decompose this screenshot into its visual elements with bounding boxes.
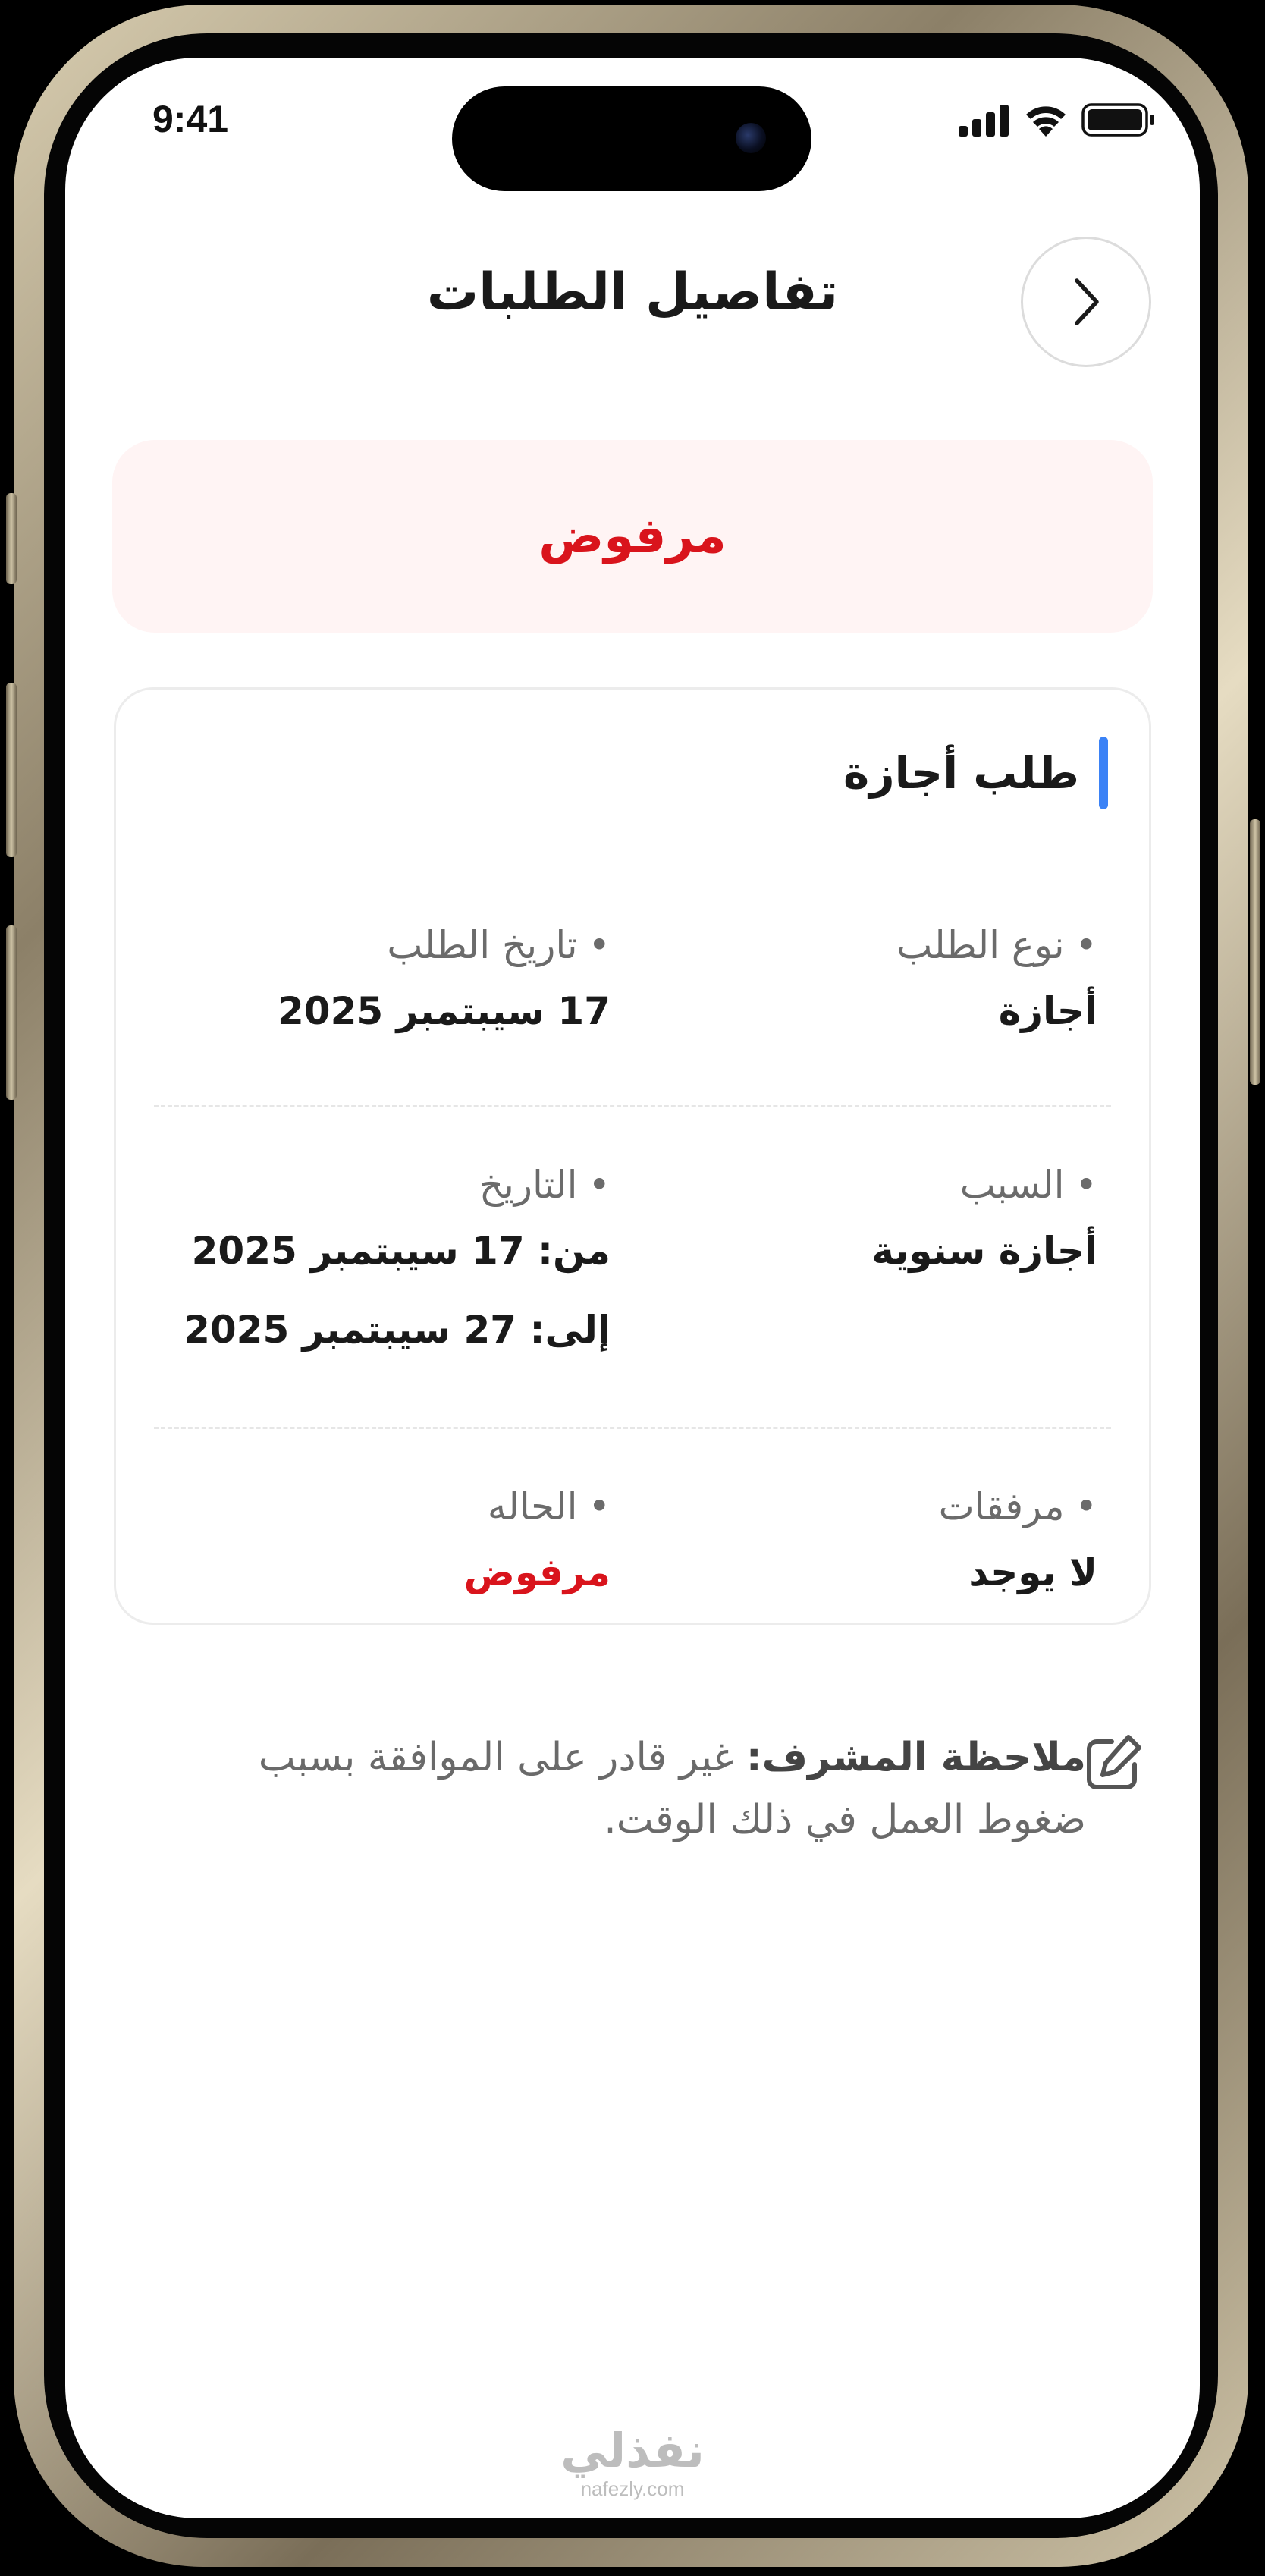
dynamic-island bbox=[452, 86, 811, 191]
date-from: من: 17 سيبتمبر 2025 bbox=[191, 1229, 611, 1273]
divider bbox=[154, 1105, 1111, 1107]
edit-icon bbox=[1078, 1729, 1147, 1798]
field-value: أجازة سنوية bbox=[871, 1229, 1097, 1273]
status-time: 9:41 bbox=[152, 98, 229, 140]
watermark-text: نفذلي bbox=[560, 2423, 705, 2478]
supervisor-note bbox=[146, 1726, 1086, 1851]
status-icons bbox=[959, 103, 1156, 137]
field-date bbox=[171, 1158, 611, 1369]
field-value: لا يوجد bbox=[968, 1550, 1097, 1594]
field-label: • مرفقات bbox=[673, 1480, 1097, 1533]
status-value: مرفوض bbox=[463, 1550, 611, 1594]
field-value: 17 سيبتمبر 2025 bbox=[277, 989, 611, 1033]
signal-icon bbox=[959, 105, 1010, 137]
field-label: • التاريخ bbox=[171, 1158, 611, 1211]
back-button[interactable] bbox=[1021, 237, 1151, 367]
card-title bbox=[843, 735, 1108, 811]
field-label: • تاريخ الطلب bbox=[171, 919, 611, 972]
field-request-type bbox=[673, 919, 1097, 1051]
date-to: إلى: 27 سيبتمبر 2025 bbox=[184, 1308, 611, 1352]
field-label: • نوع الطلب bbox=[673, 919, 1097, 972]
title-accent-bar bbox=[1099, 737, 1108, 809]
action-button bbox=[6, 493, 17, 584]
field-status bbox=[171, 1480, 611, 1612]
volume-up-button bbox=[6, 683, 17, 857]
card-title-text: طلب أجازة bbox=[843, 747, 1079, 799]
request-card bbox=[114, 687, 1151, 1625]
field-label: • السبب bbox=[673, 1158, 1097, 1211]
app-screen bbox=[65, 58, 1200, 2518]
chevron-right-icon bbox=[1063, 272, 1109, 332]
status-banner: مرفوض bbox=[112, 440, 1153, 633]
field-request-date bbox=[171, 919, 611, 1051]
battery-icon bbox=[1081, 103, 1156, 137]
field-reason bbox=[673, 1158, 1097, 1290]
divider bbox=[154, 1427, 1111, 1429]
note-label: ملاحظة المشرف: bbox=[746, 1735, 1086, 1780]
volume-down-button bbox=[6, 925, 17, 1100]
note-text: غير قادر على الموافقة بسبب ضغوط العمل في ذلك الوقت. bbox=[258, 1735, 1086, 1842]
camera-icon bbox=[736, 123, 766, 153]
watermark-url: nafezly.com bbox=[580, 2477, 685, 2500]
page-title: تفاصيل الطلبات bbox=[426, 262, 839, 322]
field-attachments bbox=[673, 1480, 1097, 1612]
watermark-logo bbox=[65, 2424, 1200, 2500]
field-value: أجازة bbox=[998, 989, 1097, 1033]
field-label: • الحاله bbox=[171, 1480, 611, 1533]
wifi-icon bbox=[1024, 103, 1068, 137]
power-button bbox=[1250, 819, 1260, 1085]
